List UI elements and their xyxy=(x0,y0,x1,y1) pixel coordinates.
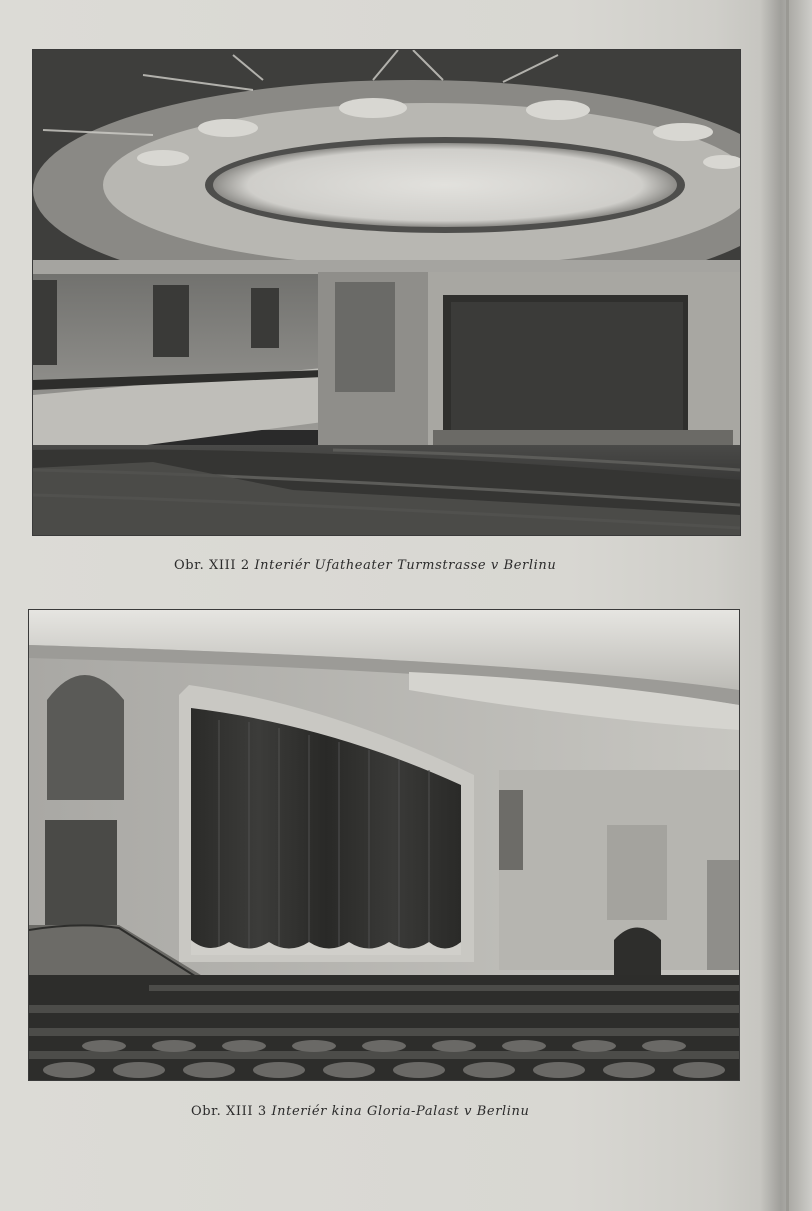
figure-caption-1 xyxy=(174,558,556,573)
photo-ufatheater-interior xyxy=(33,50,740,535)
page-edge xyxy=(786,0,789,1211)
figure-caption-2 xyxy=(191,1104,530,1119)
figure-title-2: Interiér kina Gloria-Palast v Berlinu xyxy=(271,1104,530,1119)
photo-gloria-palast-interior xyxy=(29,610,739,1080)
figure-number-2: Obr. XIII 3 xyxy=(191,1104,267,1119)
figure-number-1: Obr. XIII 2 xyxy=(174,558,250,573)
figure-title-1: Interiér Ufatheater Turmstrasse v Berlinu xyxy=(254,558,557,573)
